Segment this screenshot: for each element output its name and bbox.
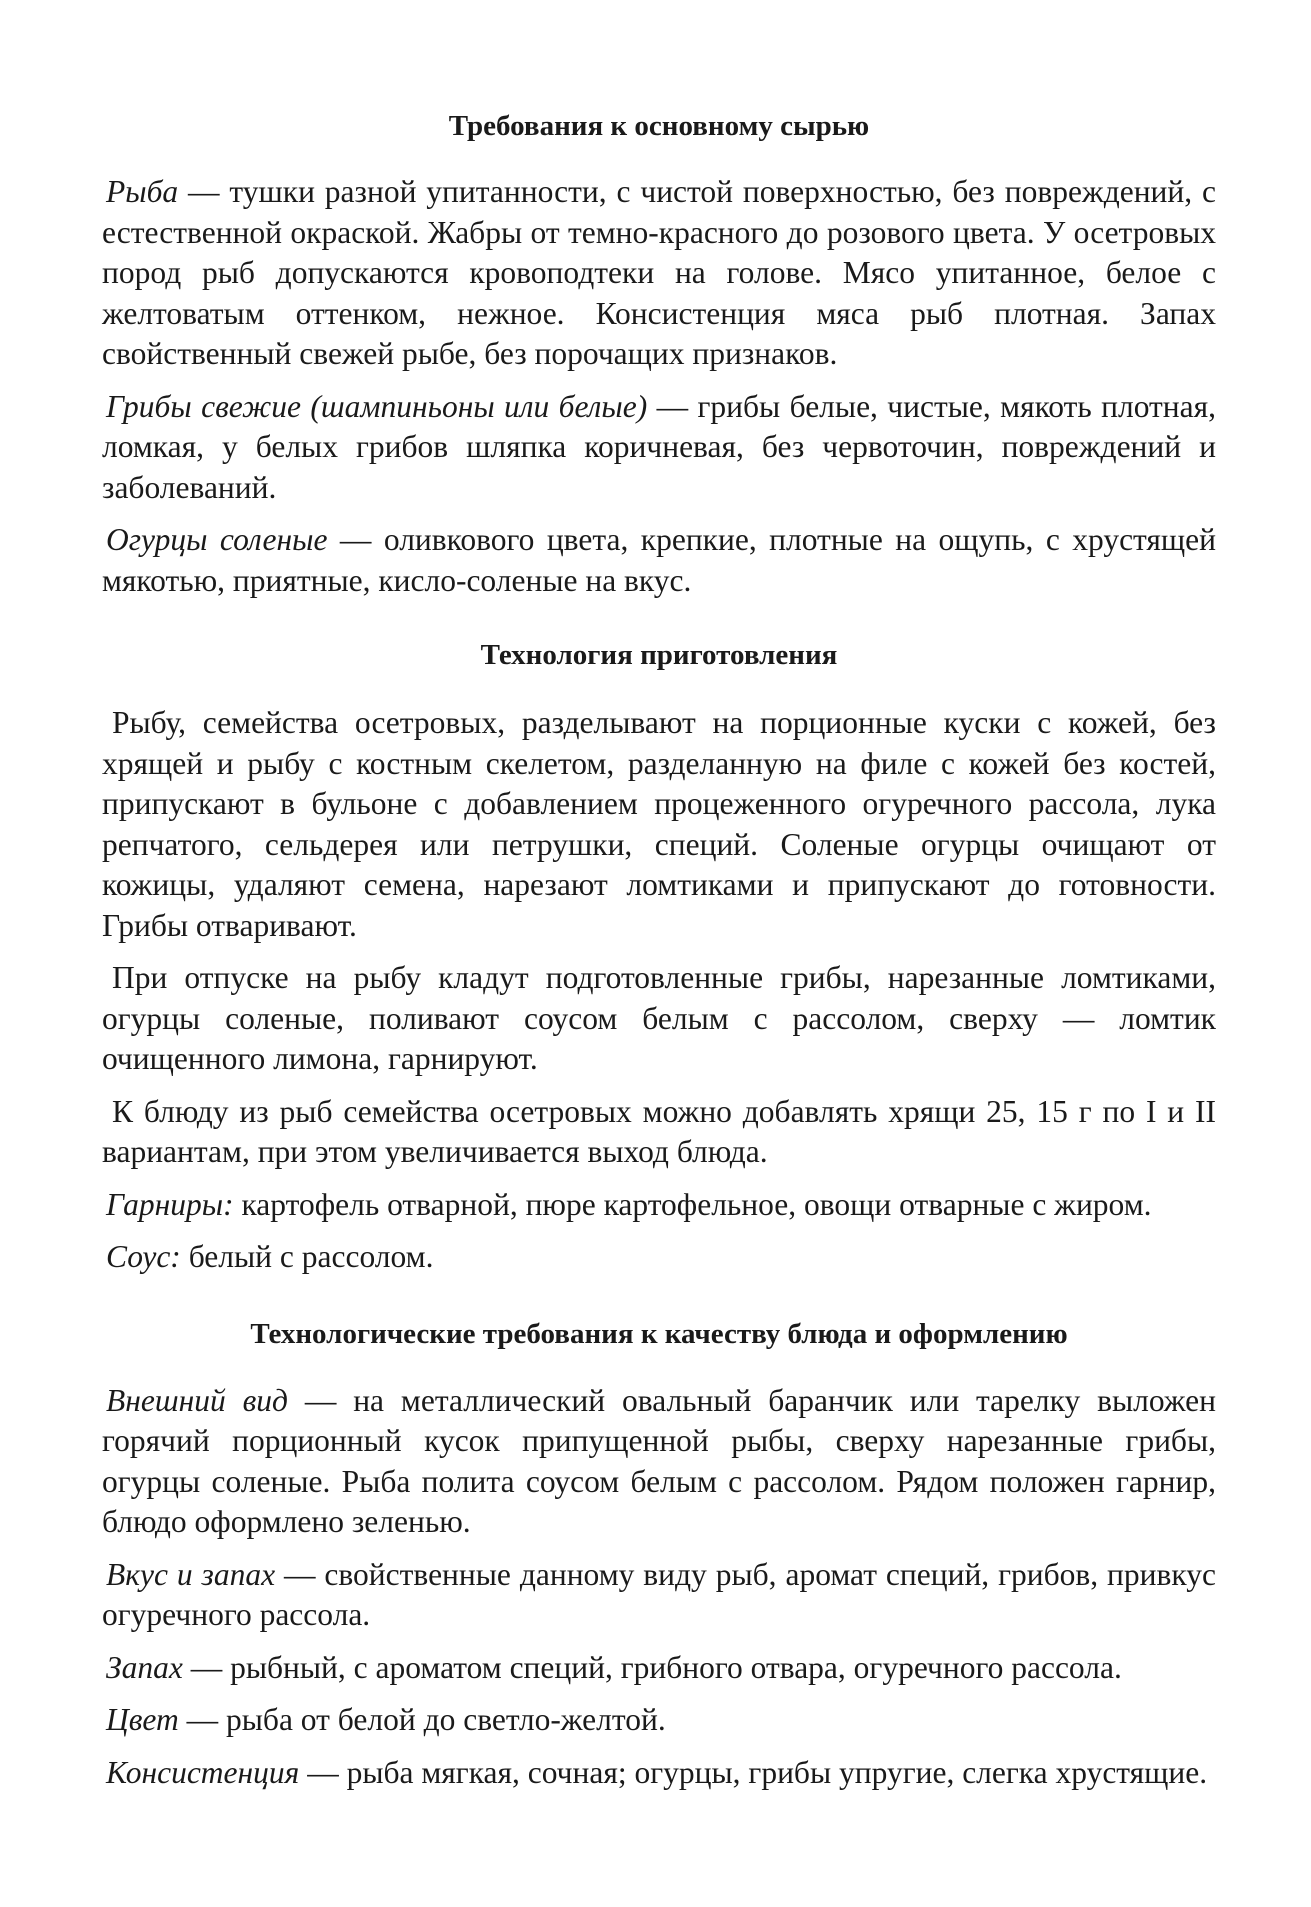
desc-pickles: — оливкового цвета, крепкие, плотные на ощупь, с хрустящей мякотью, приятные, кисло-соленые на вкус.	[102, 522, 1216, 598]
paragraph-serving: При отпуске на рыбу кладут подготовленные грибы, нарезанные ломтиками, огурцы соленые, поливают соусом белым с рассолом, сверху — ломтик очищенного лимона, гарнируют.	[102, 960, 1216, 1076]
term-mushrooms: Грибы свежие (шампиньоны или белые)	[106, 388, 648, 424]
paragraph-taste-smell	[102, 1555, 1216, 1636]
section-title-technology: Технология приготовления	[480, 639, 838, 671]
desc-fish: — тушки разной упитанности, с чистой поверхностью, без повреждений, с естественной окраской. Жабры от темно-красного до розового цвета. У осетровых пород рыб допускаются кровоподтеки на голове. Мясо упитанное, белое с желтоватым оттенком, нежное. Консистенция мяса рыб плотная. Запах свойственный свежей рыбе, без порочащих признаков.	[102, 174, 1216, 371]
desc-sauce: белый с рассолом.	[180, 1239, 434, 1274]
term-smell: Запах	[106, 1649, 183, 1685]
paragraph-mushrooms	[102, 387, 1216, 509]
paragraph-sauce	[102, 1237, 1216, 1278]
term-appearance: Внешний вид	[106, 1382, 288, 1418]
paragraph-pickles	[102, 520, 1216, 601]
paragraph-garnish	[102, 1185, 1216, 1226]
desc-appearance: — на металлический овальный баранчик или тарелку выложен горячий порционный кусок припущенной рыбы, сверху нарезанные грибы, огурцы соленые. Рыба полита соусом белым с рассолом. Рядом положен гарнир, блюдо оформлено зеленью.	[102, 1382, 1216, 1539]
term-consistency: Консистенция	[106, 1754, 300, 1790]
term-fish: Рыба	[106, 174, 179, 209]
desc-taste-smell: — свойственные данному виду рыб, аромат специй, грибов, привкус огуречного рассола.	[102, 1556, 1216, 1632]
desc-smell: — рыбный, с ароматом специй, грибного отвара, огуречного рассола.	[182, 1649, 1122, 1685]
section-title-quality: Технологические требования к качеству блюда и оформлению	[250, 1317, 1068, 1350]
paragraph-cartilage: К блюду из рыб семейства осетровых можно добавлять хрящи 25, 15 г по I и II вариантам, при этом увеличивается выход блюда.	[102, 1093, 1216, 1169]
paragraph-smell	[102, 1648, 1216, 1689]
term-taste-smell: Вкус и запах	[106, 1556, 276, 1592]
term-pickles: Огурцы соленые	[106, 522, 328, 557]
term-sauce: Соус:	[106, 1239, 181, 1274]
paragraph-appearance	[102, 1381, 1216, 1543]
desc-garnish: картофель отварной, пюре картофельное, овощи отварные с жиром.	[233, 1186, 1152, 1222]
paragraph-color	[102, 1700, 1216, 1741]
term-garnish: Гарниры:	[106, 1186, 234, 1222]
paragraph-consistency	[102, 1753, 1216, 1794]
term-color: Цвет	[106, 1702, 179, 1737]
paragraph-fish	[102, 172, 1216, 375]
desc-mushrooms: — грибы белые, чистые, мякоть плотная, ломкая, у белых грибов шляпка коричневая, без червоточин, повреждений и заболеваний.	[102, 388, 1216, 505]
section-title-raw-materials: Требования к основному сырью	[448, 110, 870, 142]
desc-consistency: — рыба мягкая, сочная; огурцы, грибы упругие, слегка хрустящие.	[299, 1754, 1208, 1790]
paragraph-preparation: Рыбу, семейства осетровых, разделывают на порционные куски с кожей, без хрящей и рыбу с костным скелетом, разделанную на филе с кожей без костей, припускают в бульоне с добавлением процеженного огуречного рассола, лука репчатого, сельдерея или петрушки, специй. Соленые огурцы очищают от кожицы, удаляют семена, нарезают ломтиками и припускают до готовности. Грибы отваривают.	[102, 705, 1216, 943]
desc-color: — рыба от белой до светло-желтой.	[178, 1702, 666, 1737]
